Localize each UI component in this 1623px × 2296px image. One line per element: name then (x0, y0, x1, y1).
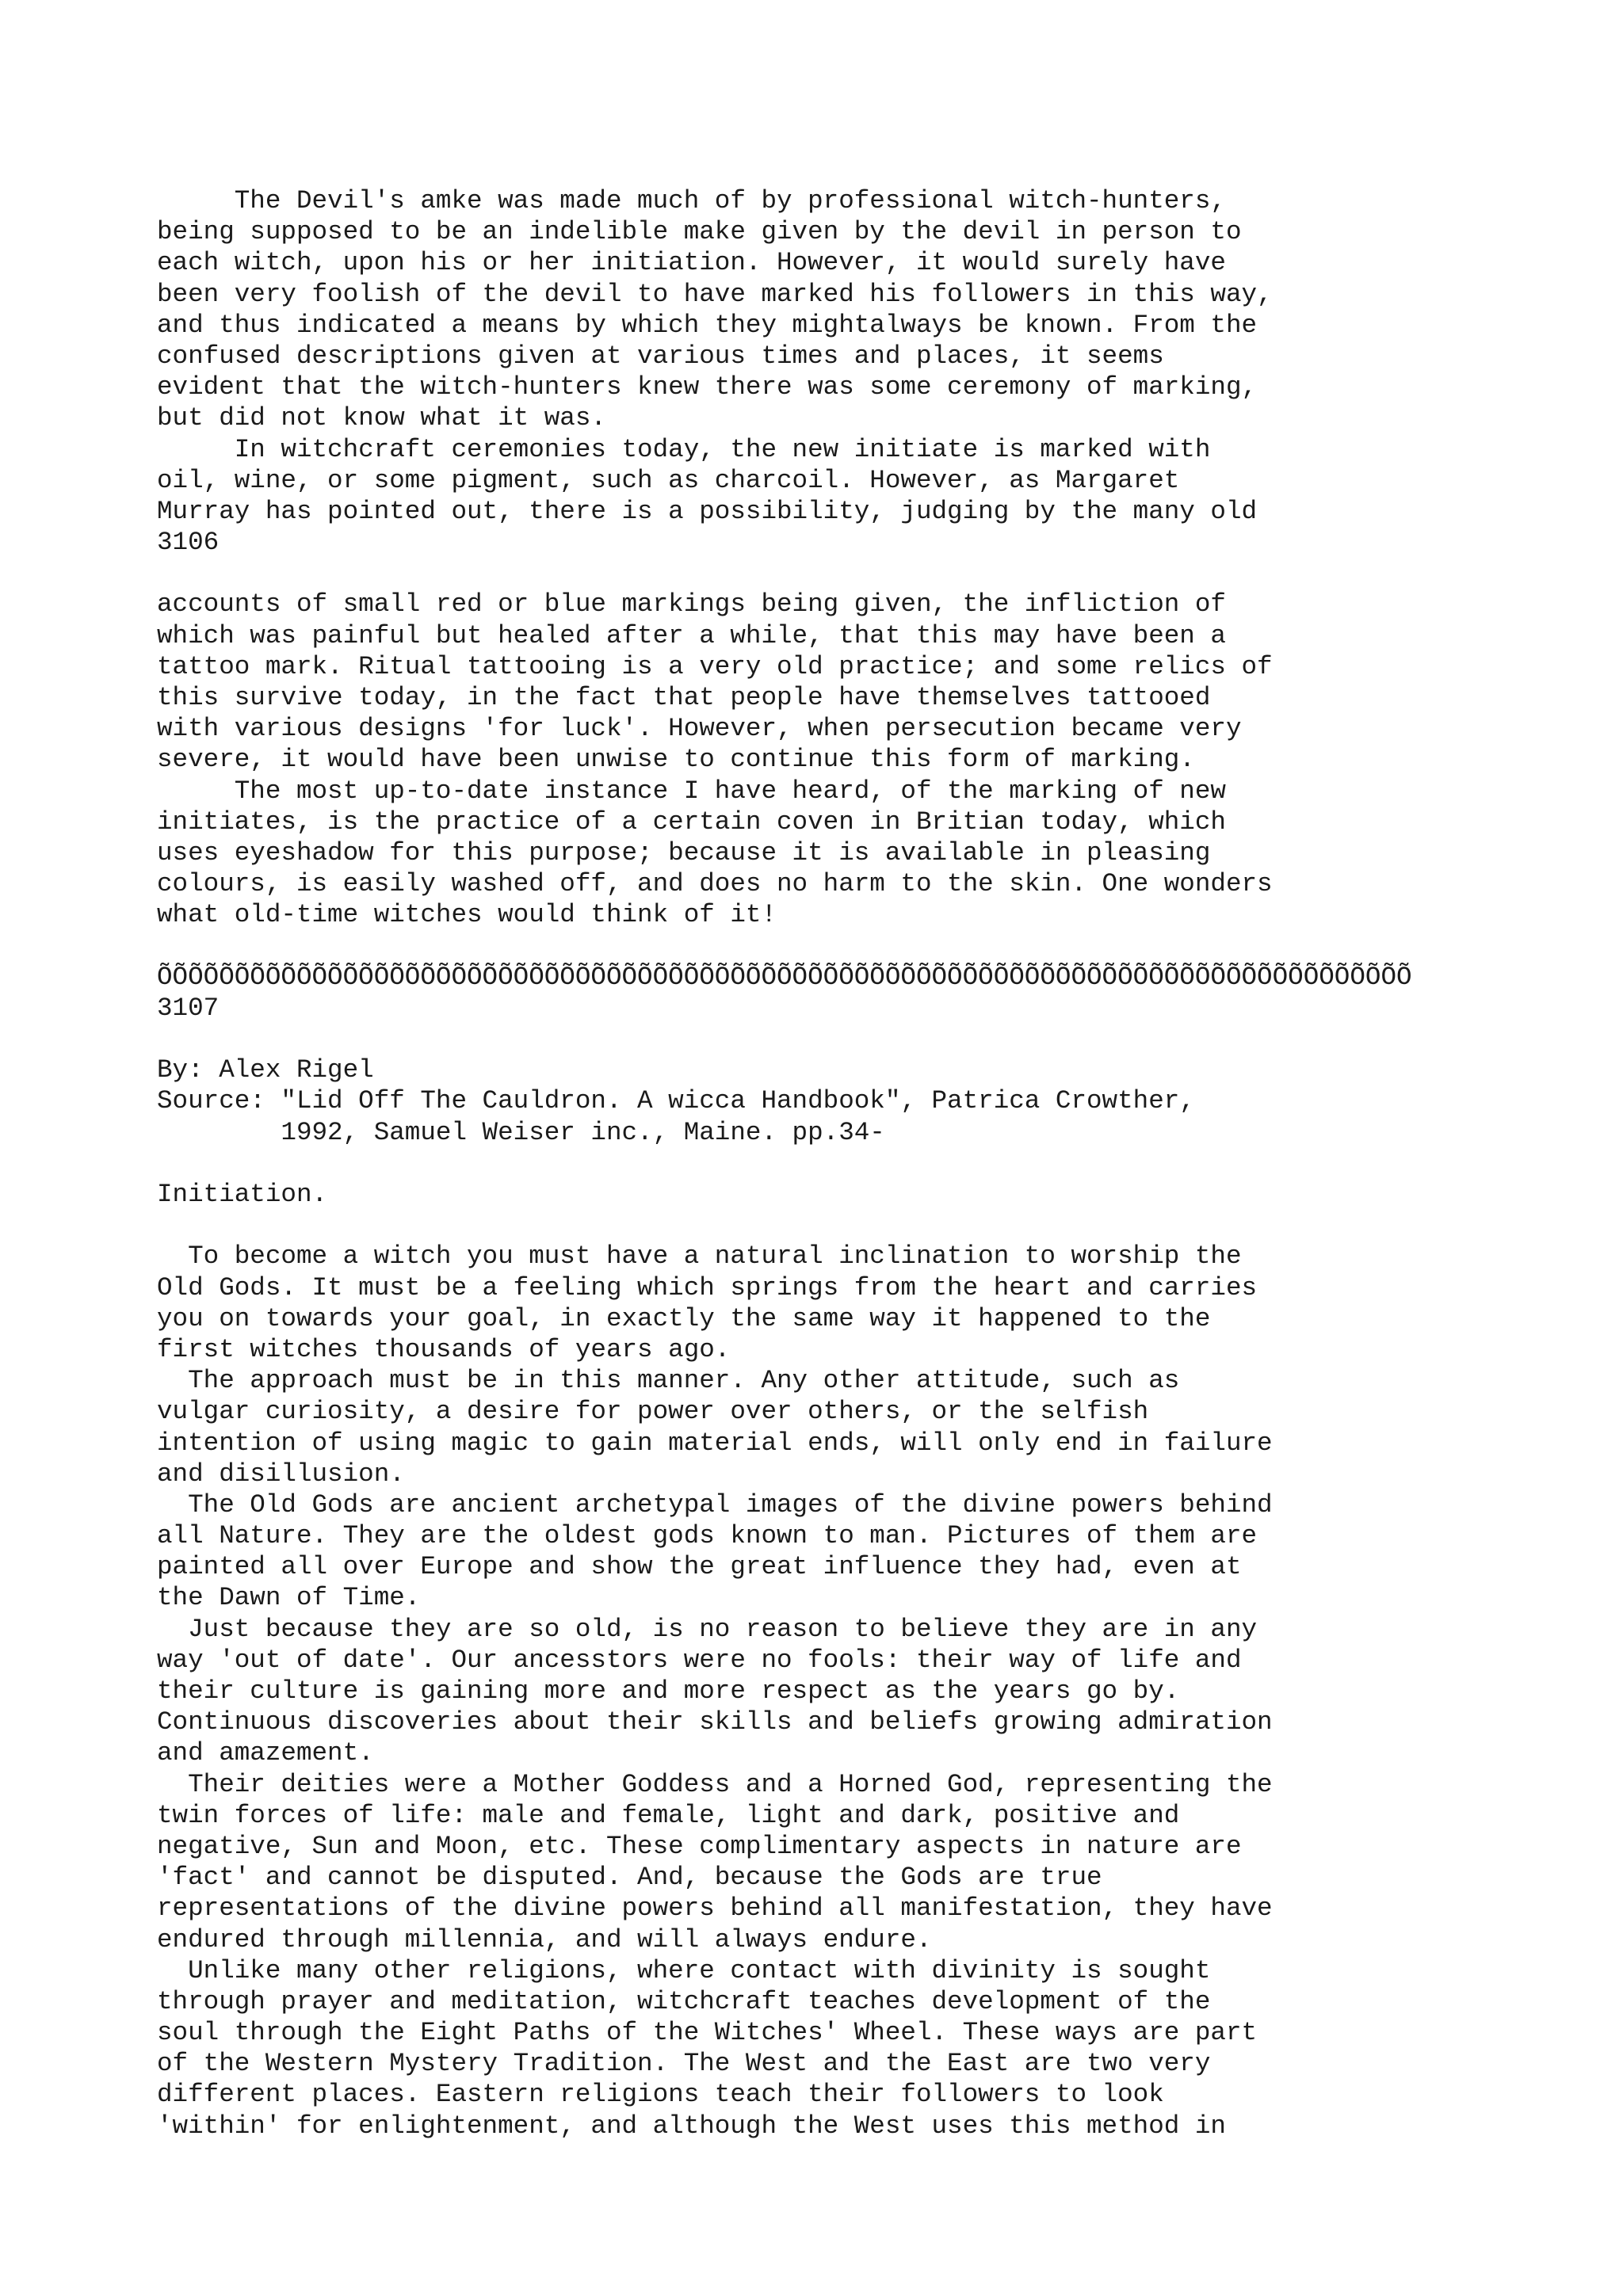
text-line: Murray has pointed out, there is a possibility, judging by the many old (157, 496, 1258, 526)
text-line: twin forces of life: male and female, light and dark, positive and (157, 1800, 1180, 1830)
text-line: endured through millennia, and will always endure. (157, 1924, 932, 1955)
text-line: this survive today, in the fact that people have themselves tattooed (157, 683, 1211, 712)
text-line: The approach must be in this manner. Any other attitude, such as (157, 1366, 1180, 1396)
text-line: tattoo mark. Ritual tattooing is a very old practice; and some relics of (157, 651, 1273, 681)
text-line: different places. Eastern religions teach their followers to look (157, 2080, 1164, 2110)
page-number: 3106 (157, 528, 220, 558)
text-line: severe, it would have been unwise to continue this form of marking. (157, 745, 1195, 775)
text-line: which was painful but healed after a while, that this may have been a (157, 620, 1226, 650)
text-line: intention of using magic to gain material ends, will only end in failure (157, 1428, 1273, 1458)
text-line: accounts of small red or blue markings being given, the infliction of (157, 589, 1226, 620)
separator-line: ÕÕÕÕÕÕÕÕÕÕÕÕÕÕÕÕÕÕÕÕÕÕÕÕÕÕÕÕÕÕÕÕÕÕÕÕÕÕÕÕÕÕÕÕÕÕÕÕÕÕÕÕÕÕÕÕÕÕÕÕÕÕÕÕÕÕÕÕÕÕÕÕÕÕÕÕÕÕÕÕÕ (157, 962, 1412, 992)
text-line: vulgar curiosity, a desire for power over others, or the selfish (157, 1397, 1149, 1427)
text-line: uses eyeshadow for this purpose; because it is available in pleasing (157, 837, 1211, 868)
text-line: soul through the Eight Paths of the Witches' Wheel. These ways are part (157, 2018, 1258, 2048)
text-line: what old-time witches would think of it! (157, 900, 777, 930)
text-line: of the Western Mystery Tradition. The West and the East are two very (157, 2049, 1211, 2079)
text-line: been very foolish of the devil to have marked his followers in this way, (157, 279, 1273, 309)
text-line: way 'out of date'. Our ancesstors were no fools: their way of life and (157, 1645, 1242, 1675)
blank-line (157, 931, 1599, 962)
text-line: The most up-to-date instance I have heard, of the marking of new (157, 776, 1226, 806)
text-line: oil, wine, or some pigment, such as charcoil. However, as Margaret (157, 465, 1180, 495)
document-page (157, 185, 1599, 2142)
text-line: but did not know what it was. (157, 403, 606, 433)
text-line: through prayer and meditation, witchcraft teaches development of the (157, 1986, 1211, 2016)
source-line: Source: "Lid Off The Cauldron. A wicca Handbook", Patrica Crowther, (157, 1086, 1195, 1116)
text-line: the Dawn of Time. (157, 1583, 421, 1613)
text-line: their culture is gaining more and more respect as the years go by. (157, 1676, 1180, 1706)
text-line: and disillusion. (157, 1459, 405, 1489)
text-line: initiates, is the practice of a certain coven in Britian today, which (157, 807, 1226, 837)
text-line: negative, Sun and Moon, etc. These complimentary aspects in nature are (157, 1831, 1242, 1861)
text-line: 'within' for enlightenment, and although the West uses this method in (157, 2111, 1226, 2141)
text-line: first witches thousands of years ago. (157, 1334, 731, 1364)
text-line: Unlike many other religions, where contact with divinity is sought (157, 1955, 1211, 1985)
text-line: colours, is easily washed off, and does no harm to the skin. One wonders (157, 869, 1273, 899)
text-line: each witch, upon his or her initiation. However, it would surely have (157, 248, 1226, 278)
text-line: painted all over Europe and show the great influence they had, even at (157, 1552, 1242, 1582)
text-line: and thus indicated a means by which they mightalways be known. From the (157, 310, 1258, 340)
text-line: In witchcraft ceremonies today, the new initiate is marked with (157, 434, 1211, 464)
text-line: Just because they are so old, is no reason to believe they are in any (157, 1614, 1258, 1644)
text-line: evident that the witch-hunters knew there was some ceremony of marking, (157, 372, 1258, 402)
text-line: being supposed to be an indelible make given by the devil in person to (157, 217, 1242, 247)
text-line: confused descriptions given at various times and places, it seems (157, 341, 1164, 371)
text-line: To become a witch you must have a natural inclination to worship the (157, 1241, 1242, 1272)
text-line: Old Gods. It must be a feeling which springs from the heart and carries (157, 1272, 1258, 1302)
blank-line (157, 1148, 1599, 1179)
text-line: representations of the divine powers behind all manifestation, they have (157, 1894, 1273, 1924)
text-line: The Old Gods are ancient archetypal images of the divine powers behind (157, 1489, 1273, 1520)
text-line: Continuous discoveries about their skills and beliefs growing admiration (157, 1707, 1273, 1737)
author-line: By: Alex Rigel (157, 1055, 374, 1085)
text-line: The Devil's amke was made much of by professional witch-hunters, (157, 186, 1226, 215)
text-line: Their deities were a Mother Goddess and a Horned God, representing the (157, 1769, 1273, 1799)
text-line: 'fact' and cannot be disputed. And, because the Gods are true (157, 1863, 1102, 1893)
blank-line (157, 1210, 1599, 1241)
source-line: 1992, Samuel Weiser inc., Maine. pp.34- (157, 1117, 885, 1147)
text-line: and amazement. (157, 1738, 374, 1768)
section-title: Initiation. (157, 1180, 328, 1209)
page-number: 3107 (157, 993, 220, 1023)
blank-line (157, 558, 1599, 589)
text-line: all Nature. They are the oldest gods known to man. Pictures of them are (157, 1521, 1258, 1551)
blank-line (157, 1024, 1599, 1055)
text-line: with various designs 'for luck'. However, when persecution became very (157, 714, 1242, 744)
text-line: you on towards your goal, in exactly the same way it happened to the (157, 1303, 1211, 1333)
